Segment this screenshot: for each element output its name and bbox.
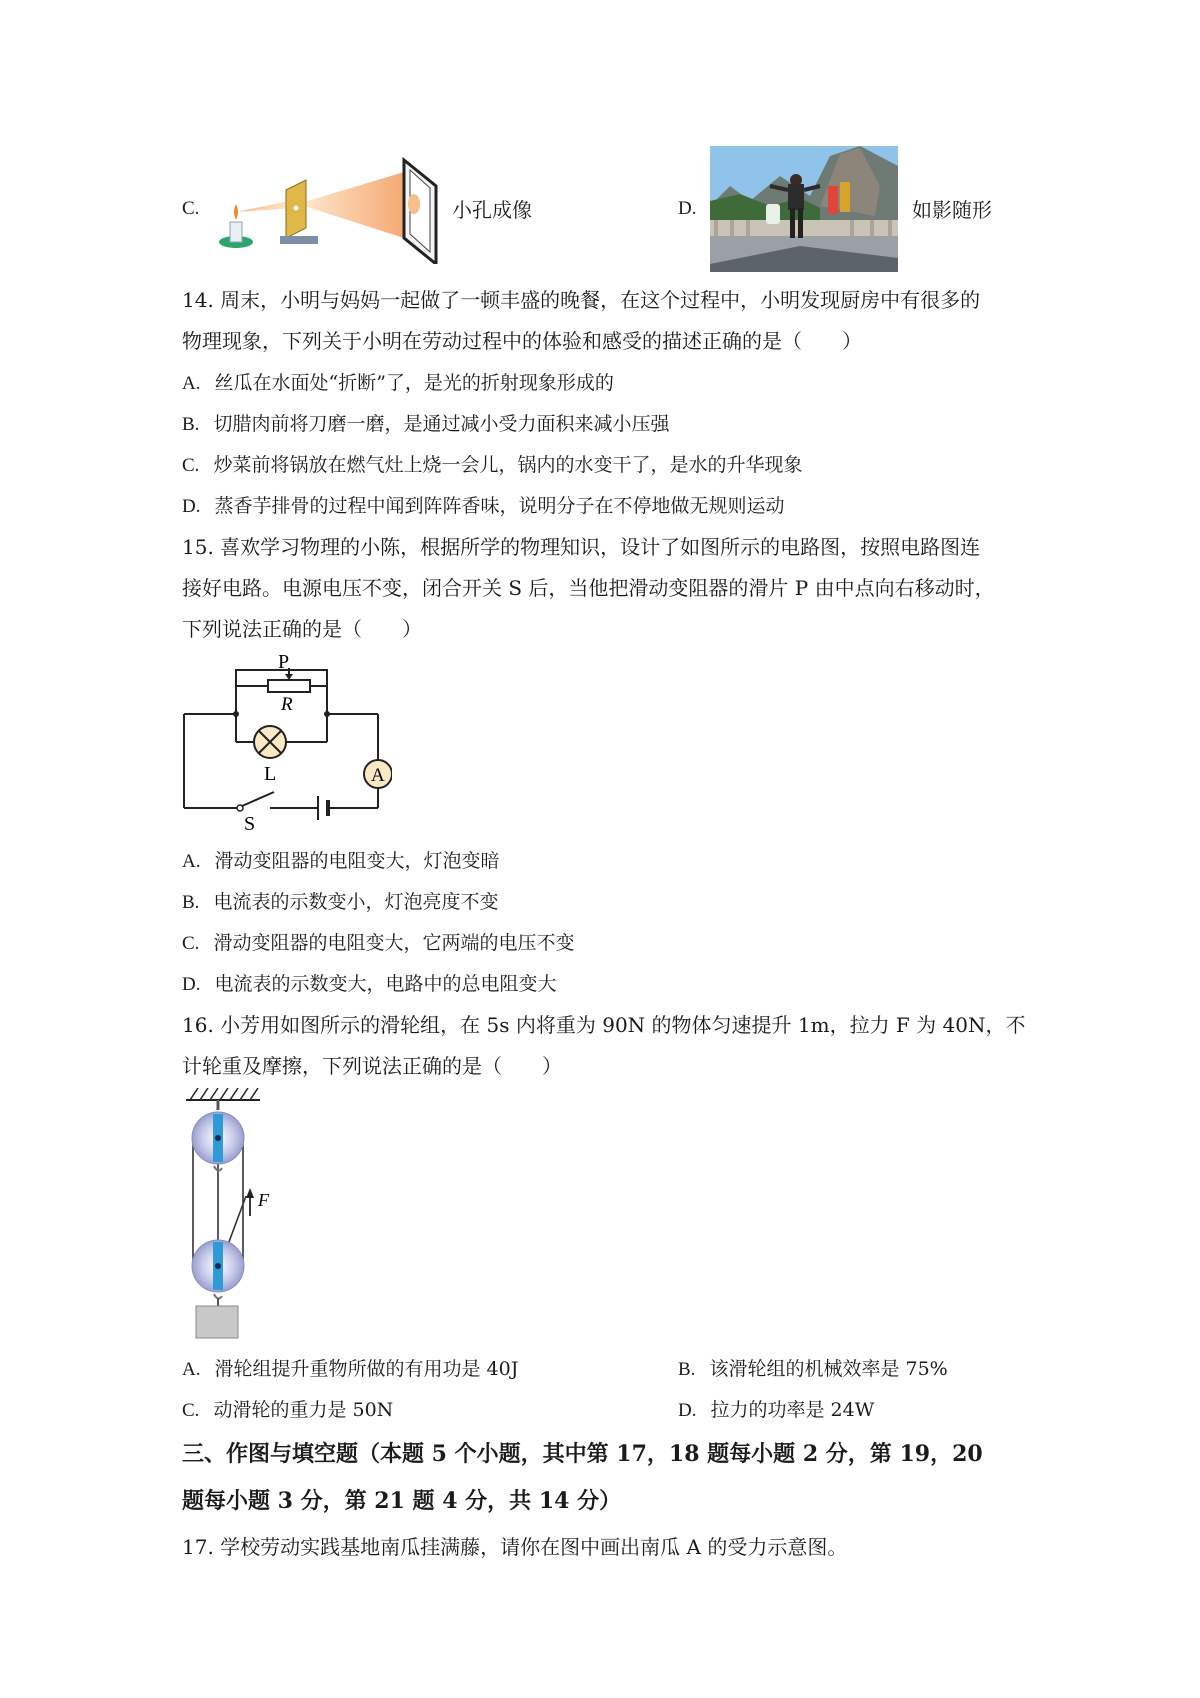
- q16-option-b-text: 该滑轮组的机械效率是 75%: [709, 1358, 948, 1380]
- q14-option-c: [182, 452, 802, 479]
- q15-option-a-key: A.: [182, 851, 201, 872]
- q15-option-d: [182, 971, 557, 998]
- label-a: A: [371, 765, 385, 786]
- option-d-letter: D.: [678, 198, 697, 219]
- option-c-letter: C.: [182, 198, 200, 219]
- q16-option-a: [182, 1356, 518, 1383]
- q14-option-a-key: A.: [182, 373, 201, 394]
- q16-option-d-text: 拉力的功率是 24W: [710, 1399, 875, 1421]
- label-l: L: [264, 763, 277, 785]
- label-s: S: [244, 813, 256, 832]
- q14-option-b-text: 切腊肉前将刀磨一磨，是通过减小受力面积来减小压强: [213, 413, 670, 435]
- q14-option-b-key: B.: [182, 414, 200, 435]
- shadow-photo: [710, 146, 898, 272]
- q15-stem-line3: 下列说法正确的是（ ）: [182, 617, 422, 641]
- q14-option-d: [182, 493, 785, 520]
- q16-option-b: [678, 1356, 948, 1383]
- q16-option-d-key: D.: [678, 1400, 697, 1421]
- label-p: P: [278, 652, 290, 673]
- pulley-diagram: [182, 1088, 292, 1342]
- q15-option-c: [182, 930, 574, 957]
- option-d-caption: 如影随形: [912, 198, 992, 222]
- section-3-heading-line1: 三、作图与填空题（本题 5 个小题，其中第 17，18 题每小题 2 分，第 19，20: [182, 1441, 983, 1467]
- section-3-heading-line2: 题每小题 3 分，第 21 题 4 分，共 14 分）: [182, 1488, 622, 1514]
- q15-option-a-text: 滑动变阻器的电阻变大，灯泡变暗: [214, 850, 500, 872]
- q15-option-c-key: C.: [182, 933, 200, 954]
- q16-option-c-text: 动滑轮的重力是 50N: [213, 1399, 394, 1421]
- option-c-caption: 小孔成像: [452, 198, 532, 222]
- q15-option-b-text: 电流表的示数变小，灯泡亮度不变: [213, 891, 499, 913]
- q16-option-a-text: 滑轮组提升重物所做的有用功是 40J: [214, 1358, 519, 1380]
- q15-option-d-text: 电流表的示数变大，电路中的总电阻变大: [214, 973, 557, 995]
- q15-stem-line1: 15. 喜欢学习物理的小陈，根据所学的物理知识，设计了如图所示的电路图，按照电路图连: [182, 535, 981, 559]
- q15-option-a: [182, 848, 500, 875]
- pinhole-imaging-figure: [214, 152, 444, 264]
- q16-option-c: [182, 1397, 393, 1424]
- q14-option-c-text: 炒菜前将锅放在燃气灶上烧一会儿，锅内的水变干了，是水的升华现象: [213, 454, 803, 476]
- q16-option-d: [678, 1397, 874, 1424]
- q17-stem: 17. 学校劳动实践基地南瓜挂满藤，请你在图中画出南瓜 A 的受力示意图。: [182, 1535, 848, 1559]
- q15-option-d-key: D.: [182, 974, 201, 995]
- q15-option-b-key: B.: [182, 892, 200, 913]
- q14-option-d-key: D.: [182, 496, 201, 517]
- q16-option-b-key: B.: [678, 1359, 696, 1380]
- q14-option-a-text: 丝瓜在水面处“折断”了，是光的折射现象形成的: [214, 372, 614, 394]
- label-r: R: [281, 694, 293, 715]
- q14-option-b: [182, 411, 669, 438]
- q15-option-c-text: 滑动变阻器的电阻变大，它两端的电压不变: [213, 932, 575, 954]
- force-label: F: [258, 1190, 269, 1210]
- q15-stem-line2: 接好电路。电源电压不变，闭合开关 S 后，当他把滑动变阻器的滑片 P 由中点向右移动时，: [182, 576, 995, 600]
- q14-option-c-key: C.: [182, 455, 200, 476]
- q14-stem-line1: 14. 周末，小明与妈妈一起做了一顿丰盛的晚餐，在这个过程中，小明发现厨房中有很多的: [182, 288, 981, 312]
- q16-option-a-key: A.: [182, 1359, 201, 1380]
- circuit-diagram: [182, 652, 392, 832]
- q16-stem-line2: 计轮重及摩擦，下列说法正确的是（ ）: [182, 1054, 562, 1078]
- q16-stem-line1: 16. 小芳用如图所示的滑轮组，在 5s 内将重为 90N 的物体匀速提升 1m，拉力 F 为 40N，不: [182, 1013, 1026, 1037]
- q16-option-c-key: C.: [182, 1400, 200, 1421]
- q14-option-a: [182, 370, 614, 397]
- q15-option-b: [182, 889, 498, 916]
- q14-option-d-text: 蒸香芋排骨的过程中闻到阵阵香味，说明分子在不停地做无规则运动: [214, 495, 785, 517]
- q14-stem-line2: 物理现象，下列关于小明在劳动过程中的体验和感受的描述正确的是（ ）: [182, 329, 862, 353]
